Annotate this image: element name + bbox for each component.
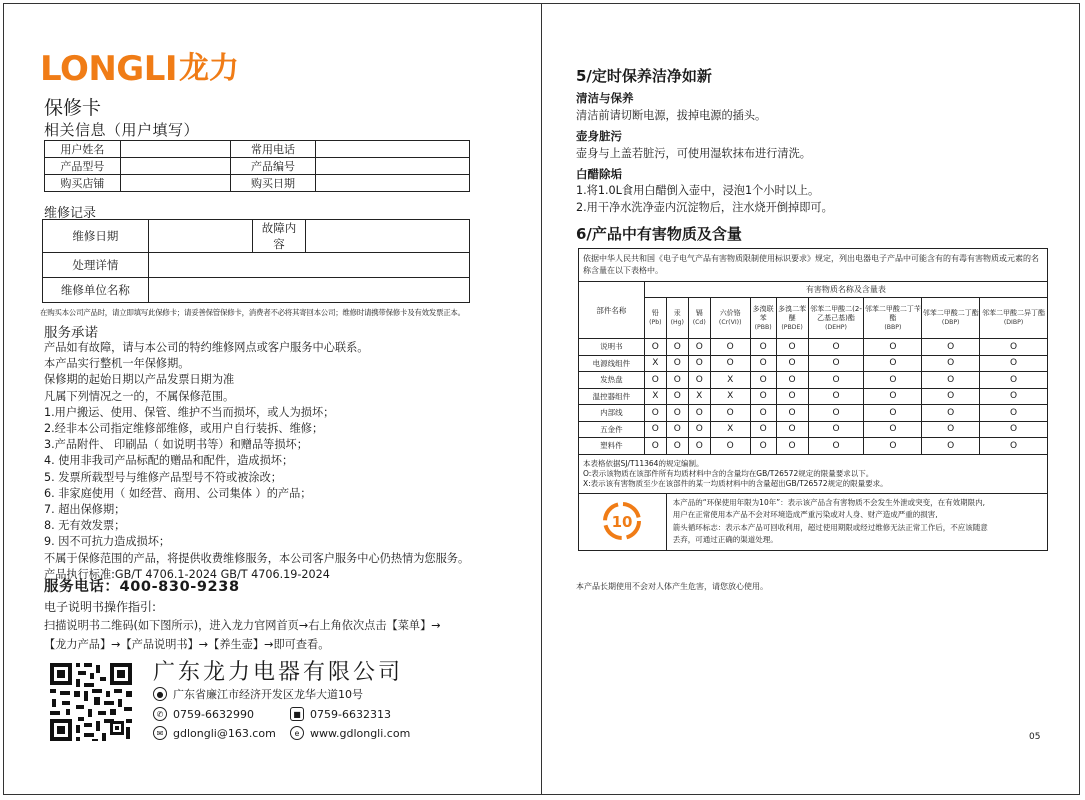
substance-value: O: [808, 339, 864, 356]
substance-value: O: [776, 355, 808, 372]
substance-name: 汞: [673, 309, 681, 317]
service-line: 6. 非家庭使用（ 如经营、商用、公司集体 ）的产品；: [44, 486, 312, 500]
hazard-section-title: 6/产品中有害物质及含量: [576, 225, 742, 243]
label-model: 产品型号: [45, 158, 121, 175]
label-repair-date: 维修日期: [43, 220, 149, 253]
table-row: [43, 220, 470, 253]
part-name: 五金件: [579, 421, 645, 438]
substance-group-header: 有害物质名称及含量表: [644, 282, 1047, 298]
warranty-card-title: 保修卡: [44, 97, 102, 119]
hazard-note: O:表示该物质在该部件所有均质材料中含的含量均在GB/T26572规定的限量要求以下。: [583, 468, 874, 478]
email-icon: ✉: [153, 726, 167, 740]
substance-value: O: [864, 339, 922, 356]
substance-value: O: [644, 405, 666, 422]
logo-text-en: LONGLI: [40, 49, 178, 89]
service-line: 产品执行标准:GB/T 4706.1-2024 GB/T 4706.19-2024: [44, 567, 330, 581]
substance-value: O: [864, 438, 922, 455]
substance-name: 镉: [695, 309, 703, 317]
manual-guide-title: 电子说明书操作指引:: [44, 600, 157, 614]
table-row: [579, 339, 1048, 356]
substance-value: O: [980, 438, 1048, 455]
substance-value: O: [980, 421, 1048, 438]
service-line: 保修期的起始日期以产品发票日期为准: [44, 373, 235, 387]
substance-name: 邻苯二甲酸二(2-乙基己基)酯: [810, 304, 862, 322]
substance-value: O: [922, 438, 980, 455]
substance-value: O: [644, 421, 666, 438]
service-line: 2.经非本公司指定维修部维修，或用户自行装拆、维修；: [44, 422, 324, 436]
table-row: [45, 158, 470, 175]
service-phone: 服务电话：400-830-9238: [44, 579, 240, 595]
descale-subtitle: 白醋除垢: [576, 167, 622, 181]
info-section-title: 相关信息（用户填写）: [44, 121, 200, 139]
substance-value: O: [750, 438, 776, 455]
substance-value: O: [710, 355, 750, 372]
cleaning-subtitle: 清洁与保养: [576, 91, 634, 105]
label-fault: 故障内容: [252, 220, 306, 253]
substance-value: O: [776, 388, 808, 405]
service-line: 9. 因不可抗力造成损坏；: [44, 535, 171, 549]
part-name-header: 部件名称: [579, 282, 645, 339]
address-text: 广东省廉江市经济开发区龙华大道10号: [173, 688, 363, 701]
substance-value: O: [688, 372, 710, 389]
substance-value: O: [666, 438, 688, 455]
table-row: [45, 175, 470, 192]
substance-value: O: [710, 405, 750, 422]
substance-value: X: [644, 388, 666, 405]
substance-value: O: [776, 421, 808, 438]
substance-value: X: [688, 388, 710, 405]
substance-column-header: [980, 298, 1048, 339]
hazard-substance-table: [578, 248, 1048, 551]
label-repair-unit: 维修单位名称: [43, 278, 149, 303]
substance-value: X: [644, 355, 666, 372]
serial-field[interactable]: [316, 158, 470, 175]
service-terms: [44, 340, 524, 583]
substance-value: O: [644, 438, 666, 455]
substance-symbol: (DBP): [941, 319, 960, 326]
label-serial: 产品编号: [230, 158, 316, 175]
eco-line: 箭头循环标志：表示本产品可回收利用，超过使用期限或经过维修无法正常工作后，不应该随意: [672, 522, 988, 532]
substance-value: O: [922, 388, 980, 405]
repair-record-table: [42, 219, 470, 303]
eco-period-icon: [602, 501, 642, 541]
substance-symbol: (Hg): [670, 319, 684, 326]
store-field[interactable]: [120, 175, 230, 192]
fault-field[interactable]: [306, 220, 470, 253]
substance-value: X: [710, 421, 750, 438]
email-text[interactable]: gdlongli@163.com: [173, 726, 276, 740]
substance-value: O: [980, 339, 1048, 356]
substance-value: O: [750, 405, 776, 422]
tel-text: 0759-6632990: [173, 707, 254, 721]
user-name-field[interactable]: [120, 141, 230, 158]
page-divider: [541, 3, 542, 795]
substance-column-header: [922, 298, 980, 339]
substance-value: O: [666, 421, 688, 438]
substance-name: 六价铬: [719, 309, 741, 317]
substance-value: O: [922, 339, 980, 356]
substance-value: O: [666, 405, 688, 422]
service-line: 本产品实行整机一年保修期。: [44, 357, 190, 371]
eco-line: 用户在正常使用本产品不会对环境造成严重污染或对人身、财产造成严重的损害,: [672, 510, 938, 519]
substance-symbol: (Cr(VI)): [718, 319, 742, 326]
label-user-name: 用户姓名: [45, 141, 121, 158]
substance-value: O: [922, 355, 980, 372]
substance-value: O: [688, 421, 710, 438]
table-row: [579, 438, 1048, 455]
substance-value: O: [688, 355, 710, 372]
table-row: [579, 405, 1048, 422]
eco-line: 丢弃，可通过正确的渠道处理。: [672, 535, 778, 544]
service-line: 产品如有故障，请与本公司的特约维修网点或客户服务中心联系。: [44, 341, 369, 354]
substance-symbol: (PBDE): [781, 323, 803, 331]
detail-field[interactable]: [148, 253, 469, 278]
repair-section-title: 维修记录: [44, 206, 97, 221]
manual-line: 扫描说明书二维码(如下图所示)，进入龙力官网首页→右上角依次点击【菜单】→: [44, 619, 441, 632]
phone-icon: ✆: [153, 707, 167, 721]
substance-value: O: [666, 355, 688, 372]
eco-description: [666, 493, 1047, 550]
substance-value: O: [864, 405, 922, 422]
substance-value: O: [688, 339, 710, 356]
substance-column-headers: [579, 298, 1048, 339]
substance-value: O: [776, 405, 808, 422]
substance-value: O: [808, 372, 864, 389]
manual-guide: [44, 616, 441, 654]
care-section-title: 5/定时保养洁净如新: [576, 67, 712, 85]
table-row: [43, 253, 470, 278]
substance-column-header: [644, 298, 666, 339]
substance-value: O: [710, 438, 750, 455]
label-detail: 处理详情: [43, 253, 149, 278]
substance-value: O: [666, 372, 688, 389]
substance-value: O: [922, 405, 980, 422]
part-name: 塑料件: [579, 438, 645, 455]
substance-value: O: [864, 421, 922, 438]
label-store: 购买店铺: [45, 175, 121, 192]
service-line: 5. 发票所载型号与维修产品型号不符或被涂改；: [44, 470, 282, 484]
table-row: [579, 355, 1048, 372]
substance-value: O: [750, 355, 776, 372]
email-line: [153, 726, 276, 740]
substance-symbol: (DEHP): [825, 323, 847, 331]
substance-value: O: [864, 372, 922, 389]
substance-column-header: [688, 298, 710, 339]
hazard-note: X:表示该有害物质至少在该部件的某一均质材料中的含量超出GB/T26572规定的限量要求。: [583, 478, 888, 488]
substance-value: O: [750, 372, 776, 389]
repair-date-field[interactable]: [148, 220, 252, 253]
page-number: 05: [1029, 732, 1041, 742]
model-field[interactable]: [120, 158, 230, 175]
logo-text-cn: 龙力: [179, 51, 240, 86]
substance-value: O: [808, 421, 864, 438]
substance-name: 邻苯二甲酸二异丁酯: [982, 309, 1046, 317]
cleaning-text: 清洁前请切断电源，拔掉电源的插头。: [576, 109, 767, 122]
user-info-table: [44, 140, 470, 192]
phone-field[interactable]: [316, 141, 470, 158]
service-title: 服务承诺: [44, 325, 98, 341]
substance-value: O: [750, 339, 776, 356]
substance-value: O: [644, 339, 666, 356]
service-line: 凡属下列情况之一的，不属保修范围。: [44, 389, 235, 403]
substance-value: X: [710, 388, 750, 405]
company-name: 广东龙力电器有限公司: [153, 660, 404, 685]
browser-icon: e: [290, 726, 304, 740]
substance-value: O: [750, 421, 776, 438]
substance-value: O: [980, 355, 1048, 372]
hazard-table-wrapper: [578, 248, 1048, 578]
web-text[interactable]: www.gdlongli.com: [310, 726, 411, 740]
substance-value: O: [776, 438, 808, 455]
substance-value: O: [750, 388, 776, 405]
qr-code: [48, 661, 134, 743]
substance-value: O: [666, 339, 688, 356]
substance-column-header: [710, 298, 750, 339]
dirty-subtitle: 壶身脏污: [576, 129, 622, 143]
substance-symbol: (Cd): [692, 319, 706, 326]
table-row: [579, 388, 1048, 405]
descale-step: 2.用干净水洗净壶内沉淀物后，注水烧开倒掉即可。: [576, 201, 833, 214]
substance-value: O: [864, 388, 922, 405]
table-row: [43, 278, 470, 303]
service-line: 不属于保修范围的产品，将提供收费维修服务，本公司客户服务中心仍热情为您服务。: [44, 551, 470, 565]
substance-value: O: [776, 372, 808, 389]
service-line: 4. 使用非我司产品标配的赠品和配件，造成损坏；: [44, 454, 294, 468]
substance-name: 铅: [651, 309, 659, 317]
substance-symbol: (BBP): [884, 323, 902, 331]
label-phone: 常用电话: [230, 141, 316, 158]
brand-logo: [40, 50, 239, 88]
substance-value: O: [980, 405, 1048, 422]
service-line: 8. 无有效发票；: [44, 519, 126, 533]
substance-column-header: [808, 298, 864, 339]
substance-symbol: (DIBP): [1003, 319, 1024, 326]
substance-value: O: [808, 355, 864, 372]
table-row: [579, 421, 1048, 438]
substance-value: O: [688, 405, 710, 422]
eco-number: 10: [611, 512, 633, 531]
table-row: [45, 141, 470, 158]
substance-column-header: [750, 298, 776, 339]
substance-symbol: (Pb): [649, 319, 662, 326]
substance-value: X: [710, 372, 750, 389]
substance-value: O: [710, 339, 750, 356]
location-pin-icon: ●: [153, 687, 167, 701]
substance-column-header: [864, 298, 922, 339]
substance-value: O: [808, 438, 864, 455]
eco-logo-cell: [579, 493, 667, 550]
hazard-note: 本表格依据SJ/T11364的规定编制。: [583, 458, 704, 468]
service-line: 1.用户搬运、使用、保管、维护不当而损坏，或人为损坏；: [44, 405, 335, 419]
substance-value: O: [980, 372, 1048, 389]
purchase-date-field[interactable]: [316, 175, 470, 192]
substance-value: O: [864, 355, 922, 372]
substance-symbol: (PBB): [754, 323, 772, 331]
part-name: 说明书: [579, 339, 645, 356]
eco-line: 本产品的“环保使用年限为10年”：表示该产品含有害物质不会发生外泄或突变，在有效期限内,: [672, 497, 985, 507]
fax-icon: ■: [290, 707, 304, 721]
substance-value: O: [644, 372, 666, 389]
service-line: 3.产品附件、 印刷品（ 如说明书等）和赠品等损坏；: [44, 438, 308, 452]
substance-value: O: [808, 405, 864, 422]
substance-column-header: [666, 298, 688, 339]
substance-value: O: [776, 339, 808, 356]
substance-name: 邻苯二甲酸二丁酯: [922, 309, 979, 317]
dirty-text: 壶身与上盖若脏污，可使用湿软抹布进行清洗。: [576, 147, 811, 160]
repair-unit-field[interactable]: [148, 278, 469, 303]
safety-note: 本产品长期使用不会对人体产生危害，请您放心使用。: [576, 582, 768, 591]
warranty-note: 在购买本公司产品时，请立即填写此保修卡；请妥善保管保修卡，消费者不必将其寄回本公司；维修时请携带保修卡及有效发票正本。: [40, 308, 465, 317]
part-name: 温控器组件: [579, 388, 645, 405]
substance-value: O: [688, 438, 710, 455]
substance-value: O: [922, 372, 980, 389]
descale-step: 1.将1.0L食用白醋倒入壶中，浸泡1个小时以上。: [576, 184, 820, 197]
part-name: 电源线组件: [579, 355, 645, 372]
tel-line: [153, 707, 254, 721]
service-line: 7. 超出保修期；: [44, 503, 126, 517]
substance-value: O: [922, 421, 980, 438]
substance-value: O: [808, 388, 864, 405]
substance-name: 多溴二苯醚: [778, 304, 807, 322]
address-line: [153, 686, 363, 702]
substance-name: 邻苯二甲酸二丁苄酯: [864, 304, 921, 322]
substance-name: 多溴联苯: [752, 304, 774, 322]
hazard-intro: 依据中华人民共和国《电子电气产品有害物质限制使用标识要求》规定，列出电器电子产品中可能含有的有毒有害物质或元素的名称含量在以下表格中。: [579, 249, 1048, 282]
fax-text: 0759-6632313: [310, 707, 391, 721]
manual-line: 【龙力产品】→【产品说明书】→【养生壶】→即可查看。: [44, 638, 330, 651]
substance-column-header: [776, 298, 808, 339]
substance-value: O: [666, 388, 688, 405]
web-line: [290, 726, 410, 740]
hazard-notes: [579, 454, 1048, 493]
fax-line: [290, 707, 391, 721]
table-row: [579, 372, 1048, 389]
substance-value: O: [980, 388, 1048, 405]
label-purchase-date: 购买日期: [230, 175, 316, 192]
part-name: 发热盘: [579, 372, 645, 389]
part-name: 内部线: [579, 405, 645, 422]
hazard-table-body: [579, 339, 1048, 455]
